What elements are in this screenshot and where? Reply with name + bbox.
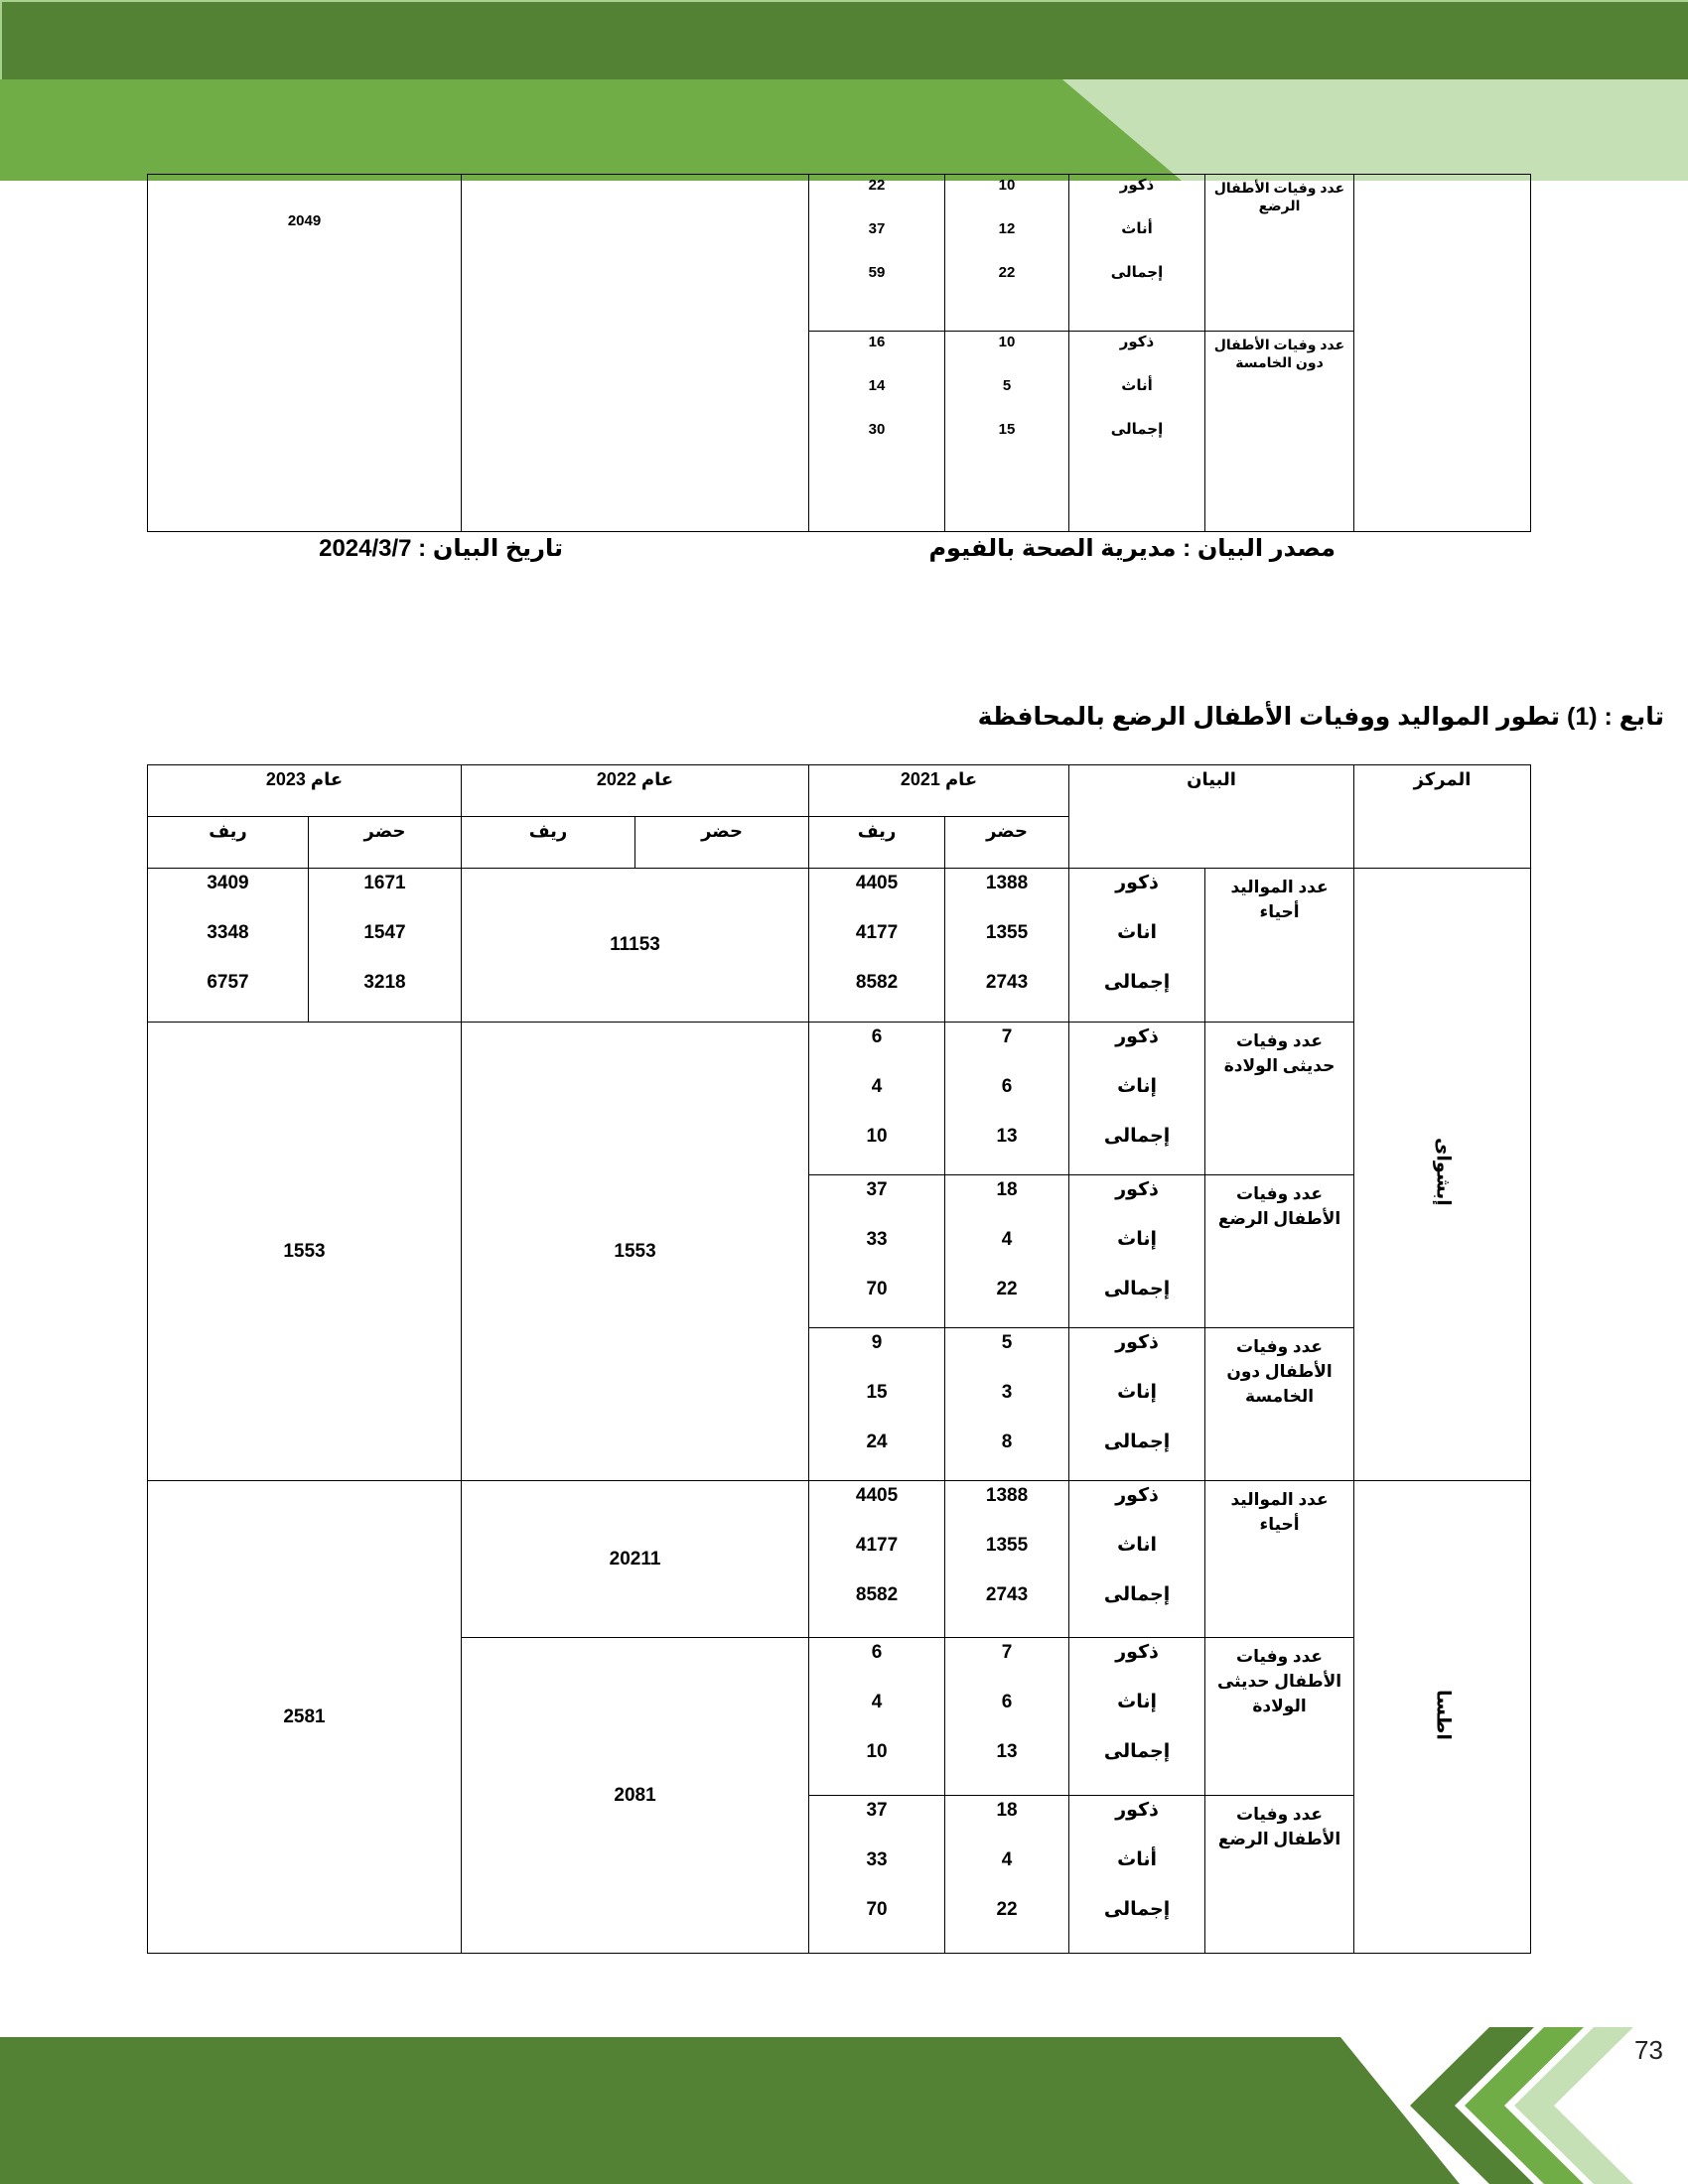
total-cell — [148, 175, 462, 532]
value: 6 — [871, 1642, 883, 1663]
value: 3409 — [207, 873, 249, 893]
value: 70 — [866, 1279, 888, 1299]
value: 8582 — [855, 972, 899, 993]
value: 1355 — [985, 1535, 1029, 1556]
value: 1388 — [985, 873, 1029, 893]
indicator-label: عدد وفيات حديثى الولادة — [1223, 1031, 1336, 1075]
value: 8582 — [855, 1584, 899, 1605]
sex-cell — [1069, 1023, 1205, 1175]
value: 20211 — [609, 1548, 661, 1570]
value: 14 — [868, 377, 886, 394]
sex-label: ذكور — [1115, 1026, 1159, 1047]
sex-cell — [1069, 1638, 1205, 1796]
sex-label: إجمالى — [1110, 421, 1164, 438]
value: 10 — [866, 1126, 888, 1147]
indicator-label: عدد المواليد أحياء — [1230, 1490, 1329, 1534]
value: 22 — [998, 264, 1016, 281]
urban-2021-cell — [945, 869, 1069, 1023]
header-urban: حضر — [635, 817, 809, 869]
rural-2023-cell — [148, 869, 309, 1023]
indicator-cell — [1205, 1175, 1354, 1328]
header-year-2022: عام 2022 — [462, 765, 809, 817]
total-value: 2049 — [287, 212, 322, 229]
value: 6 — [1001, 1076, 1013, 1097]
header-year-2021: عام 2021 — [809, 765, 1069, 817]
value: 7 — [1001, 1642, 1013, 1663]
urban-cell — [945, 175, 1069, 332]
rural-2021-cell — [809, 1796, 945, 1954]
value: 4405 — [855, 873, 899, 893]
rural-2021-cell — [809, 1481, 945, 1638]
indicator-label: عدد وفيات الأطفال دون الخامسة — [1226, 1337, 1333, 1406]
urban-2021-cell — [945, 1328, 1069, 1481]
header-urban: حضر — [945, 817, 1069, 869]
sex-label: إناث — [1117, 1692, 1157, 1712]
sex-label: أناث — [1121, 220, 1153, 237]
urban-2021-cell — [945, 1175, 1069, 1328]
value: 1553 — [283, 1240, 326, 1262]
sex-label: إناث — [1117, 1229, 1157, 1250]
value: 15 — [998, 421, 1016, 438]
header-urban: حضر — [309, 817, 462, 869]
value: 5 — [1001, 1332, 1013, 1353]
deaths-2022-cell — [462, 1638, 809, 1954]
indicator-cell — [1205, 1023, 1354, 1175]
value: 1388 — [985, 1485, 1029, 1506]
sex-cell — [1069, 1328, 1205, 1481]
indicator-cell — [1205, 175, 1354, 332]
rural-2021-cell — [809, 1023, 945, 1175]
value: 8 — [1001, 1432, 1013, 1452]
header-data: البيان — [1069, 765, 1354, 869]
sex-label: ذكور — [1119, 177, 1155, 194]
sex-label: أناث — [1121, 377, 1153, 394]
rural-cell — [809, 175, 945, 332]
value: 13 — [996, 1126, 1018, 1147]
value: 24 — [866, 1432, 888, 1452]
empty-cell — [462, 175, 809, 532]
value: 59 — [868, 264, 886, 281]
sex-label: إجمالى — [1103, 1432, 1171, 1452]
value: 4177 — [855, 1535, 899, 1556]
value: 10 — [866, 1741, 888, 1762]
sex-label: اناث — [1117, 922, 1157, 943]
value: 2081 — [614, 1784, 656, 1806]
value: 37 — [868, 220, 886, 237]
value: 1547 — [363, 922, 406, 943]
page-number: 73 — [1634, 2035, 1663, 2065]
sex-label: إجمالى — [1103, 1584, 1171, 1605]
value: 37 — [866, 1800, 888, 1821]
value: 3218 — [363, 972, 406, 993]
value: 33 — [866, 1849, 888, 1870]
value: 16 — [868, 334, 886, 350]
source-note: مصدر البيان : مديرية الصحة بالفيوم — [928, 535, 1336, 562]
value: 22 — [868, 177, 886, 194]
rural-2021-cell — [809, 869, 945, 1023]
indicator-label: عدد المواليد أحياء — [1230, 878, 1329, 921]
value: 3348 — [207, 922, 249, 943]
value: 12 — [998, 220, 1016, 237]
header-rural: ريف — [809, 817, 945, 869]
continued-table — [147, 174, 1531, 532]
center-name: إبشواى — [1432, 1138, 1454, 1206]
value: 4405 — [855, 1485, 899, 1506]
sex-label: إجمالى — [1110, 264, 1164, 281]
value: 6757 — [207, 972, 249, 993]
value: 37 — [866, 1179, 888, 1200]
sex-label: إجمالى — [1103, 972, 1171, 993]
indicator-label: عدد وفيات الأطفال الرضع — [1217, 1184, 1341, 1228]
sex-label: ذكور — [1115, 1179, 1159, 1200]
urban-cell — [945, 332, 1069, 532]
value: 70 — [866, 1899, 888, 1920]
value: 5 — [1002, 377, 1012, 394]
header-center: المركز — [1354, 765, 1531, 869]
value: 10 — [998, 334, 1016, 350]
sex-cell — [1069, 175, 1205, 332]
value: 13 — [996, 1741, 1018, 1762]
births-deaths-table — [147, 764, 1531, 1954]
sex-label: إجمالى — [1103, 1279, 1171, 1299]
urban-2021-cell — [945, 1023, 1069, 1175]
total-2023-cell — [148, 1481, 462, 1954]
indicator-cell — [1205, 1796, 1354, 1954]
sex-cell — [1069, 332, 1205, 532]
value: 4177 — [855, 922, 899, 943]
value: 2743 — [985, 972, 1029, 993]
value: 6 — [871, 1026, 883, 1047]
urban-2023-cell — [309, 869, 462, 1023]
sex-cell — [1069, 1796, 1205, 1954]
center-cell — [1354, 175, 1531, 532]
value: 18 — [996, 1179, 1018, 1200]
urban-2021-cell — [945, 1638, 1069, 1796]
rural-cell — [809, 332, 945, 532]
rural-2021-cell — [809, 1328, 945, 1481]
center-itsa — [1354, 1481, 1531, 1954]
sex-label: ذكور — [1115, 1485, 1159, 1506]
header-decoration — [0, 0, 1688, 189]
sex-label: ذكور — [1115, 873, 1159, 893]
date-note: تاريخ البيان : 2024/3/7 — [319, 535, 563, 562]
value: 22 — [996, 1899, 1018, 1920]
center-name: اطسا — [1432, 1689, 1454, 1740]
indicator-cell — [1205, 1638, 1354, 1796]
header-rural: ريف — [148, 817, 309, 869]
sex-label: ذكور — [1115, 1332, 1159, 1353]
sex-label: إجمالى — [1103, 1741, 1171, 1762]
sex-label: ذكور — [1119, 334, 1155, 350]
indicator-label: عدد وفيات الأطفال دون الخامسة — [1213, 337, 1345, 370]
urban-2021-cell — [945, 1796, 1069, 1954]
center-ibshaway — [1354, 869, 1531, 1481]
value: 15 — [866, 1382, 888, 1403]
indicator-cell — [1205, 1328, 1354, 1481]
births-2022-cell — [462, 869, 809, 1023]
deaths-2023-cell — [148, 1023, 462, 1481]
indicator-cell — [1205, 1481, 1354, 1638]
indicator-cell — [1205, 869, 1354, 1023]
sex-label: إجمالى — [1103, 1126, 1171, 1147]
indicator-label: عدد وفيات الأطفال الرضع — [1217, 1805, 1341, 1848]
header-year-2023: عام 2023 — [148, 765, 462, 817]
sex-label: إجمالى — [1103, 1899, 1171, 1920]
value: 4 — [1001, 1229, 1013, 1250]
indicator-cell — [1205, 332, 1354, 532]
sex-cell — [1069, 1481, 1205, 1638]
sex-label: إناث — [1117, 1076, 1157, 1097]
value: 33 — [866, 1229, 888, 1250]
value: 7 — [1001, 1026, 1013, 1047]
value: 10 — [998, 177, 1016, 194]
page-title: تابع : (1) تطور المواليد ووفيات الأطفال الرضع بالمحافظة — [977, 703, 1664, 731]
rural-2021-cell — [809, 1175, 945, 1328]
value: 3 — [1001, 1382, 1013, 1403]
sex-label: أناث — [1117, 1849, 1157, 1870]
value: 1671 — [363, 873, 406, 893]
sex-label: اناث — [1117, 1535, 1157, 1556]
value: 4 — [871, 1692, 883, 1712]
value: 4 — [871, 1076, 883, 1097]
indicator-label: عدد وفيات الأطفال الرضع — [1213, 180, 1345, 213]
header-rural: ريف — [462, 817, 635, 869]
value: 2743 — [985, 1584, 1029, 1605]
value: 18 — [996, 1800, 1018, 1821]
indicator-label: عدد وفيات الأطفال حديثى الولادة — [1216, 1647, 1342, 1715]
sex-label: ذكور — [1115, 1642, 1159, 1663]
deaths-2022-cell — [462, 1023, 809, 1481]
value: 1553 — [614, 1240, 656, 1262]
value: 4 — [1001, 1849, 1013, 1870]
value: 1355 — [985, 922, 1029, 943]
sex-cell — [1069, 869, 1205, 1023]
urban-2021-cell — [945, 1481, 1069, 1638]
sex-cell — [1069, 1175, 1205, 1328]
births-2022-cell — [462, 1481, 809, 1638]
value: 2581 — [283, 1706, 326, 1727]
value: 22 — [996, 1279, 1018, 1299]
value: 9 — [871, 1332, 883, 1353]
value: 11153 — [610, 934, 660, 955]
value: 30 — [868, 421, 886, 438]
rural-2021-cell — [809, 1638, 945, 1796]
sex-label: إناث — [1117, 1382, 1157, 1403]
value: 6 — [1001, 1692, 1013, 1712]
sex-label: ذكور — [1115, 1800, 1159, 1821]
